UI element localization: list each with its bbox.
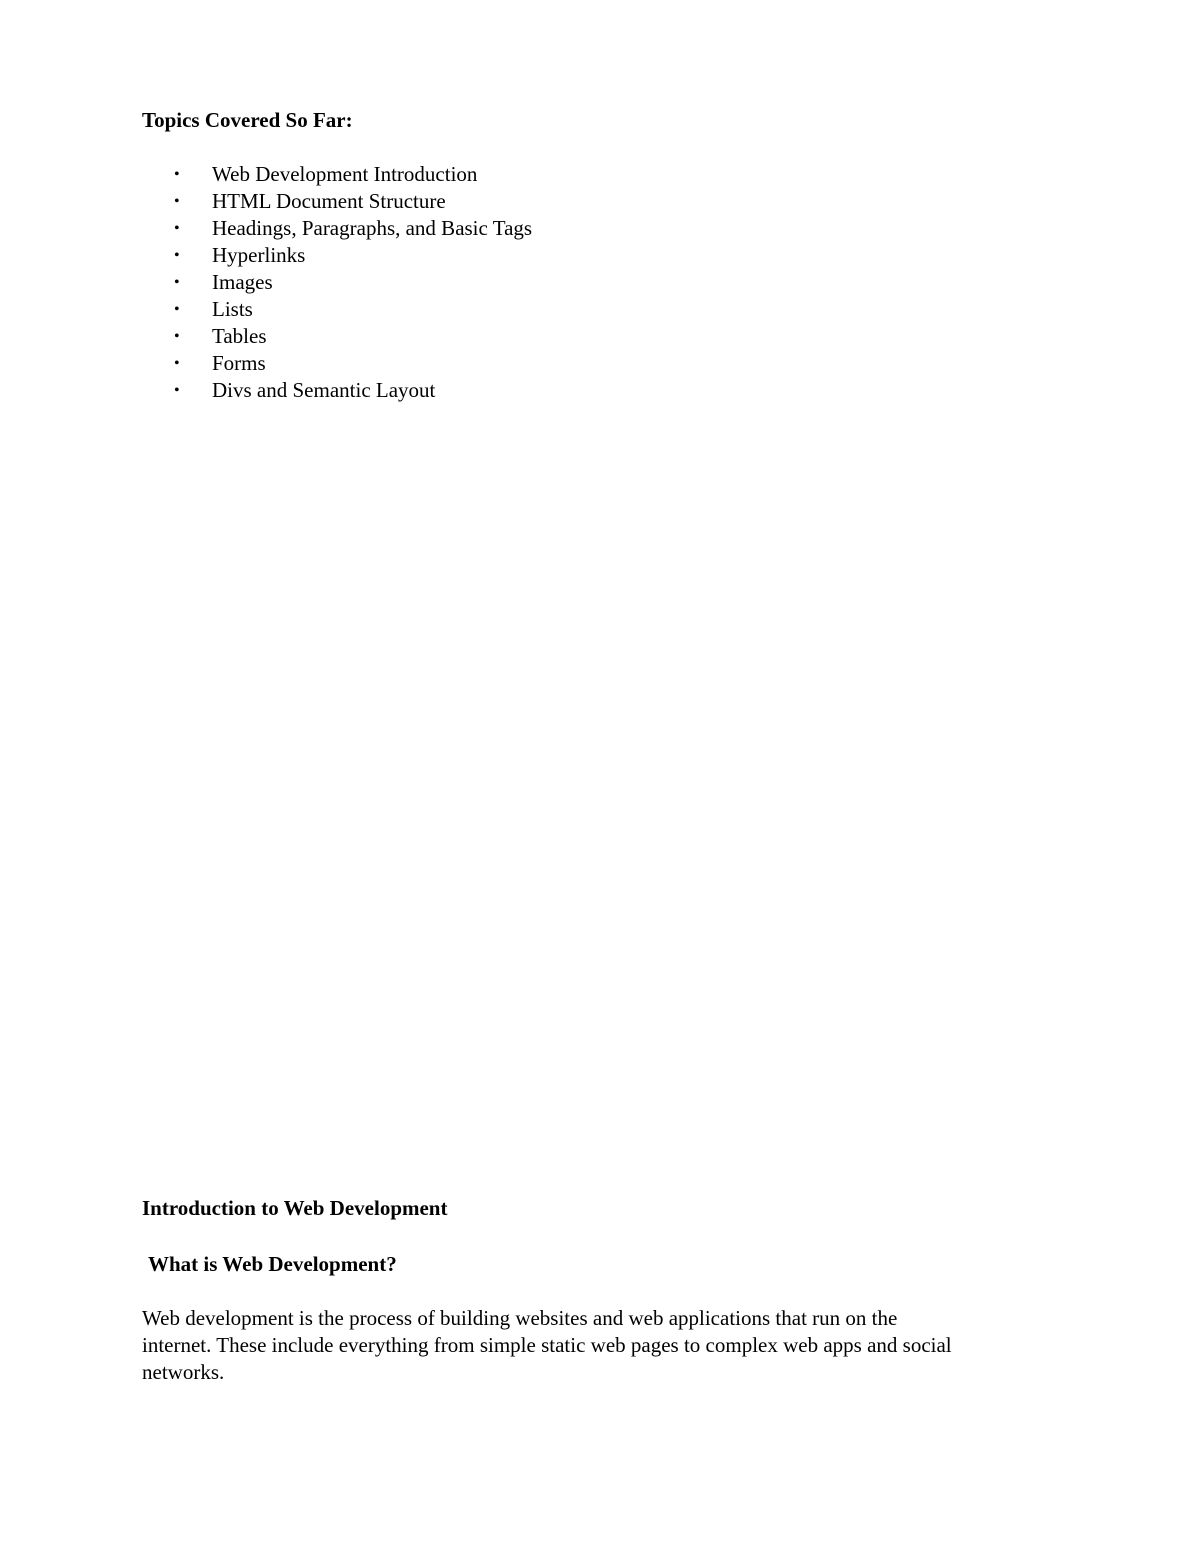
paragraph-line: networks. bbox=[142, 1360, 225, 1384]
list-item bbox=[142, 323, 532, 350]
topics-heading: Topics Covered So Far: bbox=[142, 108, 353, 132]
subheading: What is Web Development? bbox=[148, 1252, 397, 1276]
list-item bbox=[142, 269, 532, 296]
list-item-label: Tables bbox=[212, 324, 267, 348]
list-item-label: Lists bbox=[212, 297, 253, 321]
bullet-icon: • bbox=[174, 382, 180, 399]
bullet-icon: • bbox=[174, 274, 180, 291]
bullet-icon: • bbox=[174, 220, 180, 237]
list-item-label: Forms bbox=[212, 351, 266, 375]
intro-heading: Introduction to Web Development bbox=[142, 1196, 448, 1220]
bullet-icon: • bbox=[174, 355, 180, 372]
paragraph-line: internet. These include everything from simple static web pages to complex web apps and social bbox=[142, 1333, 952, 1357]
bullet-icon: • bbox=[174, 193, 180, 210]
bullet-icon: • bbox=[174, 166, 180, 183]
bullet-icon: • bbox=[174, 301, 180, 318]
list-item bbox=[142, 215, 532, 242]
list-item-label: Images bbox=[212, 270, 273, 294]
list-item bbox=[142, 188, 532, 215]
list-item bbox=[142, 350, 532, 377]
list-item bbox=[142, 242, 532, 269]
list-item-label: Web Development Introduction bbox=[212, 162, 478, 186]
intro-paragraph bbox=[142, 1305, 952, 1386]
list-item-label: Headings, Paragraphs, and Basic Tags bbox=[212, 216, 533, 240]
list-item bbox=[142, 296, 532, 323]
list-item-label: Divs and Semantic Layout bbox=[212, 378, 436, 402]
list-item bbox=[142, 377, 532, 404]
list-item-label: Hyperlinks bbox=[212, 243, 306, 267]
bullet-icon: • bbox=[174, 247, 180, 264]
list-item bbox=[142, 161, 532, 188]
bullet-icon: • bbox=[174, 328, 180, 345]
paragraph-line: Web development is the process of building websites and web applications that run on the bbox=[142, 1306, 898, 1330]
topics-list bbox=[142, 161, 532, 404]
list-item-label: HTML Document Structure bbox=[212, 189, 446, 213]
